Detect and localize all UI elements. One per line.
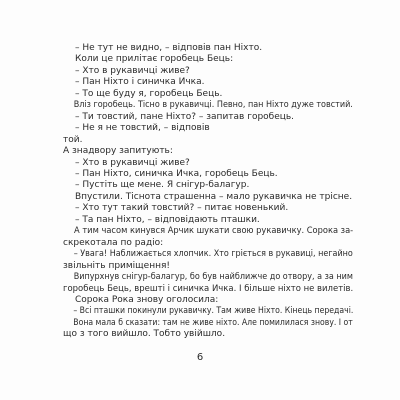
text-line: скрекотала по радіо: [63, 237, 164, 248]
text-line: – Хто в рукавичці живе? [75, 157, 190, 168]
text-line: – Пустіть ще мене. Я снігур-балагур. [75, 180, 250, 191]
text-line: Коли це прилітає горобець Бець: [75, 54, 234, 65]
story-text [63, 43, 353, 341]
text-line: Вліз горобець. Тісно в рукавичці. Певно, пан Ніхто дуже товстий. [73, 100, 353, 111]
text-line: – Не я не товстий, – відповів [75, 123, 210, 134]
text-line: – Пан Ніхто, синичка Ичка, горобець Бець. [75, 168, 278, 179]
text-line: Випурхнув снігур-балагур, бо був найближче до отвору, а за ним [73, 272, 353, 283]
text-line: Сорока Рока знову оголосила: [75, 294, 219, 305]
page-number: 6 [196, 352, 204, 363]
text-line: Вона мала б сказати: там не живе ніхто. Але помилилася знову. І от [73, 317, 353, 328]
text-line: – То ще буду я, горобець Бець. [75, 88, 223, 99]
text-line: горобець Бець, врешті і синичка Ичка. І більше ніхто не вилетів. [63, 283, 354, 294]
text-line: – Не тут не видно, – відповів пан Ніхто. [75, 43, 263, 53]
text-line: що з того вийшло. Тобто увійшло. [63, 329, 226, 340]
text-line: – Хто тут такий товстий? – питає новенький. [75, 203, 289, 214]
text-line: – Увага! Наближається хлопчик. Хто гріється в рукавиці, негайно [73, 249, 353, 260]
text-line: – Та пан Ніхто, – відповідають пташки. [75, 214, 260, 225]
text-line: – Пан Ніхто і синичка Ичка. [75, 77, 205, 88]
text-line: Впустили. Тіснота страшенна – мало рукавичка не трісне. [75, 191, 353, 202]
text-line: звільніть приміщення! [63, 260, 170, 271]
text-line: А тим часом кинувся Арчик шукати свою рукавичку. Сорока за- [74, 226, 354, 237]
text-line: той. [63, 134, 83, 145]
text-line: – Хто в рукавичці живе? [75, 65, 190, 76]
text-line: А знадвору запитують: [63, 146, 173, 157]
text-line: – Ти товстий, пане Ніхто? – запитав горобець. [75, 111, 295, 122]
text-line: – Всі пташки покинули рукавичку. Там живе Ніхто. Кінець передачі. [73, 306, 354, 317]
